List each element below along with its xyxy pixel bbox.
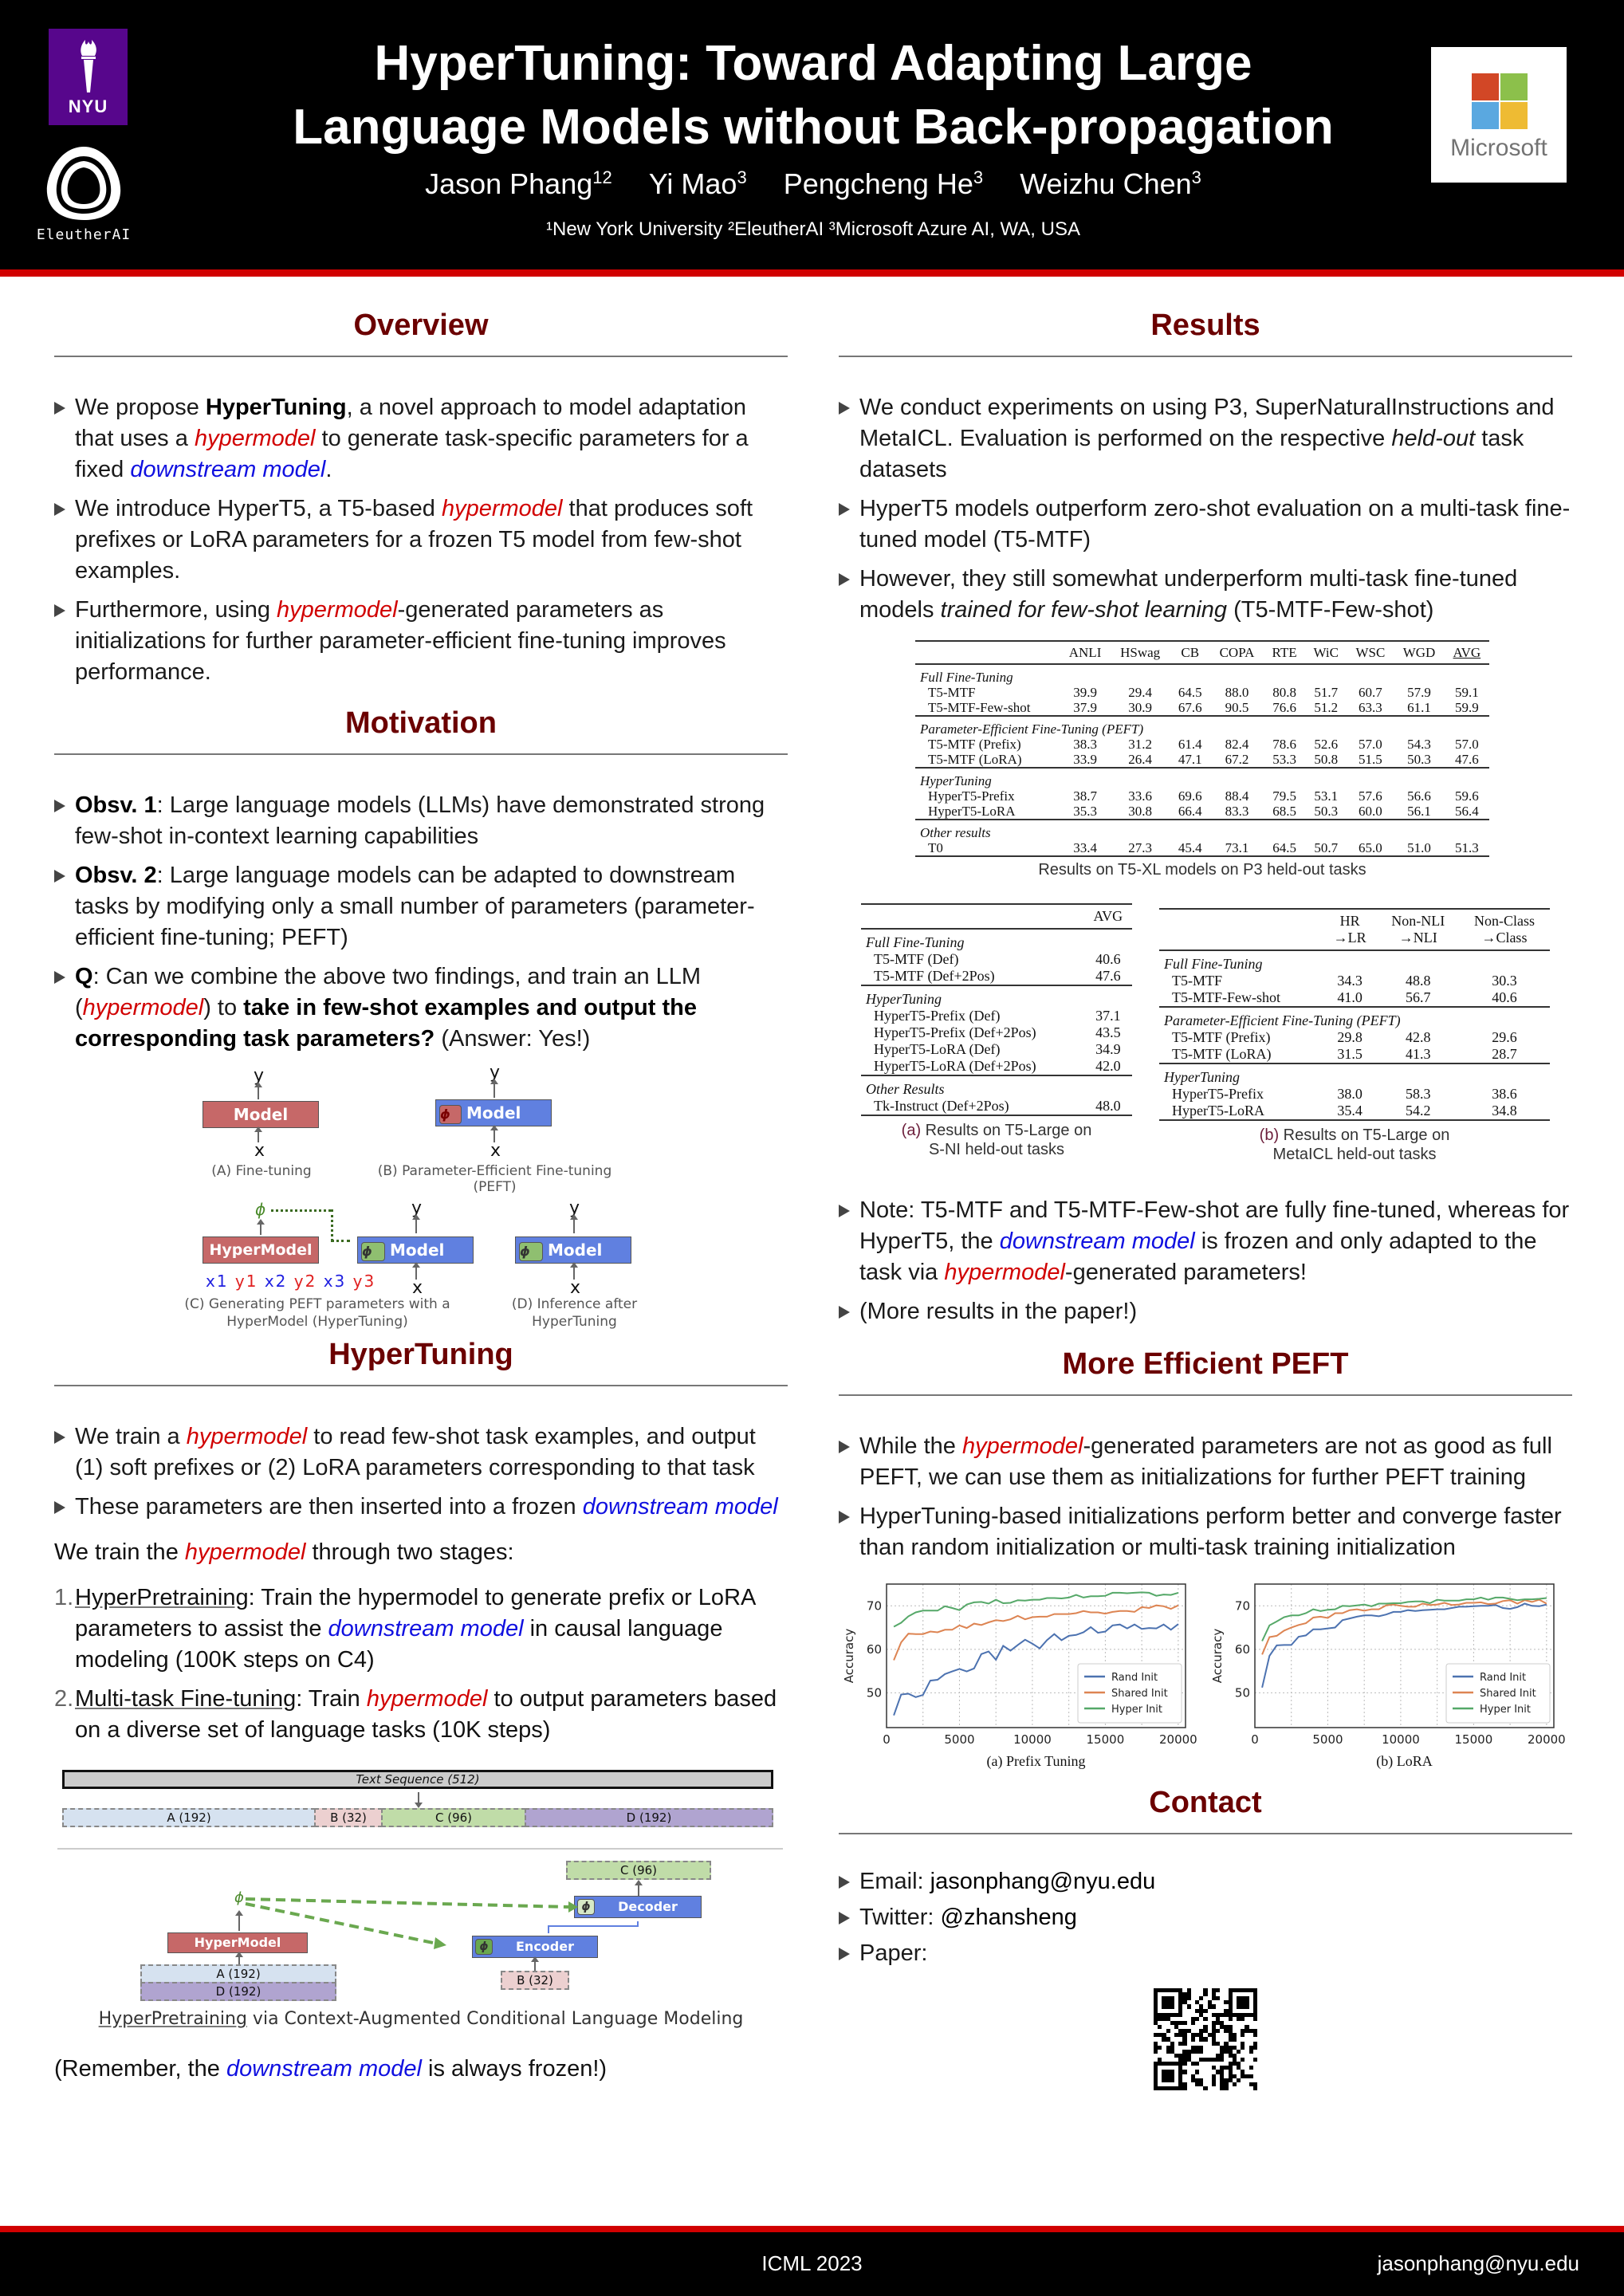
svg-text:5000: 5000 — [944, 1732, 975, 1747]
table-caption: Results on T5-XL models on P3 held-out tasks — [1038, 861, 1366, 879]
motivation-list — [54, 790, 788, 1055]
column-header: ANLI — [1068, 645, 1102, 660]
list-item: HyperTuning-based initializations perform better and converge faster than random initialization or multi-task training initialization — [839, 1501, 1572, 1563]
results-notes — [839, 1195, 1572, 1327]
svg-text:Hyper Init: Hyper Init — [1480, 1704, 1531, 1716]
svg-text:Shared Init: Shared Init — [1480, 1688, 1536, 1700]
lora-chart — [1207, 1575, 1574, 1774]
ms-square-yellow — [1500, 102, 1528, 129]
list-item: These parameters are then inserted into a frozen downstream model — [54, 1492, 788, 1523]
right-column — [839, 303, 1572, 2090]
dotted-connector — [331, 1209, 333, 1241]
training-stages — [54, 1582, 788, 1746]
context-segment-d: D (192) — [140, 1982, 336, 2001]
convergence-charts — [839, 1575, 1572, 1774]
header-stripe — [0, 269, 1624, 277]
table-row: T5-MTF-Few-shot 37.9 30.9 67.6 90.5 76.6 51.2 63.3 61.1 59.9 — [928, 700, 1479, 715]
downstream-model-box: ϕ Model — [357, 1236, 474, 1264]
eleutherai-ring-icon — [36, 144, 132, 223]
table-group-header: Full Fine-Tuning — [915, 664, 1489, 685]
column-header — [861, 904, 1084, 929]
p3-results-table-wrapper — [915, 640, 1489, 879]
svg-text:20000: 20000 — [1158, 1732, 1197, 1747]
arrow-up-icon — [238, 1956, 240, 1964]
peft-model-box: ϕ Model — [435, 1099, 552, 1126]
prefix-tuning-chart — [839, 1575, 1205, 1774]
list-item: Q: Can we combine the above two findings, and train an LLM (hypermodel) to take in few-shot examples and output the corresponding task parameters? (Answer: Yes!) — [54, 961, 788, 1055]
twitter-link[interactable]: @zhansheng — [940, 1905, 1077, 1930]
column-header: RTE — [1272, 645, 1297, 660]
list-item: We conduct experiments on using P3, SuperNaturalInstructions and MetaICL. Evaluation is performed on the respective held-out task datasets — [839, 392, 1572, 486]
encoder-box: ϕ Encoder — [472, 1936, 598, 1958]
secondary-tables — [839, 903, 1572, 1190]
table-row: HyperT5-LoRA 35.4 54.2 34.8 — [1172, 1103, 1517, 1119]
svg-text:Accuracy: Accuracy — [842, 1628, 856, 1684]
list-item: We introduce HyperT5, a T5-based hypermodel that produces soft prefixes or LoRA parameters for a frozen T5 model from few-shot examples. — [54, 493, 788, 587]
arrow-up-icon — [260, 1224, 261, 1235]
svg-text:70: 70 — [866, 1598, 882, 1614]
torch-icon — [77, 38, 100, 94]
table-group-header: Full Fine-Tuning — [1159, 950, 1550, 973]
table-row: HyperT5-Prefix (Def+2Pos) 43.5 — [874, 1024, 1121, 1040]
table-row: T5-MTF (LoRA) 31.5 41.3 28.7 — [1172, 1046, 1517, 1062]
column-header: COPA — [1219, 645, 1255, 660]
svg-text:Hyper Init: Hyper Init — [1111, 1704, 1162, 1716]
list-item: 2. Multi-task Fine-tuning: Train hypermodel to output parameters based on a diverse set of language tasks (10K steps) — [54, 1686, 777, 1743]
paper-qr-code[interactable] — [1154, 1988, 1257, 2090]
svg-text:0: 0 — [1251, 1732, 1259, 1747]
contact-twitter: Twitter: @zhansheng — [839, 1902, 1572, 1933]
list-item: Obsv. 2: Large language models can be adapted to downstream tasks by modifying only a small number of parameters (parameter-efficient fine-tuning; PEFT) — [54, 860, 788, 953]
metaicl-table-wrapper — [1159, 908, 1550, 1164]
svg-text:(b) LoRA: (b) LoRA — [1376, 1753, 1433, 1769]
hypermodel-box: HyperModel — [203, 1236, 319, 1264]
svg-text:Rand Init: Rand Init — [1480, 1672, 1527, 1684]
table-header-row — [861, 904, 1132, 929]
column-header: AVG — [1093, 908, 1123, 924]
column-header: HSwag — [1120, 645, 1161, 660]
list-item: 1. HyperPretraining: Train the hypermodel to generate prefix or LoRA parameters to assist the downstream model in causal language modeling (100K steps on C4) — [54, 1585, 755, 1673]
eleutherai-logo: EleutherAI — [36, 144, 132, 243]
microsoft-logo: Microsoft — [1431, 47, 1567, 183]
table-row: T5-MTF (Def) 40.6 — [874, 951, 1121, 967]
arrow-up-icon — [573, 1219, 575, 1233]
hypermodel-box: HyperModel — [167, 1932, 308, 1953]
few-shot-inputs: x1 y1 x2 y2 x3 y3 — [206, 1272, 376, 1291]
motivation-section — [54, 701, 788, 1329]
table-row: Tk-Instruct (Def+2Pos) 48.0 — [874, 1098, 1121, 1114]
email-link[interactable]: jasonphang@nyu.edu — [930, 1869, 1156, 1894]
table-header-row — [915, 641, 1489, 664]
author: Jason Phang$^{12}$ — [425, 167, 612, 200]
ms-square-blue — [1472, 102, 1499, 129]
table-row: T5-MTF (Prefix) 38.3 31.2 61.4 82.4 78.6 52.6 57.0 54.3 57.0 — [928, 737, 1479, 752]
results-section — [839, 303, 1572, 1327]
table-row: T5-MTF (LoRA) 33.9 26.4 47.1 67.2 53.3 50.8 51.5 50.3 47.6 — [928, 752, 1479, 767]
ms-square-green — [1500, 73, 1528, 100]
reminder-text: (Remember, the downstream model is always frozen!) — [54, 2056, 608, 2082]
dotted-connector — [271, 1209, 331, 1212]
segment-c: C (96) — [381, 1808, 526, 1827]
svg-text:50: 50 — [866, 1685, 882, 1700]
table-row: HyperT5-Prefix 38.0 58.3 38.6 — [1172, 1086, 1517, 1102]
table-caption: (b) Results on T5-Large on MetaICL held-out tasks — [1259, 1126, 1450, 1163]
text-sequence-bar: Text Sequence (512) — [62, 1770, 773, 1789]
arrow-up-icon — [493, 1083, 495, 1098]
section-divider — [839, 1394, 1572, 1396]
overview-section — [54, 303, 788, 688]
table-row: T5-MTF 34.3 48.8 30.3 — [1172, 973, 1517, 989]
table-group-header: Parameter-Efficient Fine-Tuning (PEFT) — [1159, 1007, 1550, 1029]
author: Weizhu Chen$^3$ — [1020, 167, 1201, 200]
svg-text:(a) Prefix Tuning: (a) Prefix Tuning — [986, 1753, 1086, 1769]
stages-intro: We train the hypermodel through two stages: — [54, 1539, 514, 1565]
list-item: Note: T5-MTF and T5-MTF-Few-shot are fully fine-tuned, whereas for HyperT5, the downstream model is frozen and only adapted to the task via hypermodel-generated parameters! — [839, 1195, 1572, 1288]
target-segment-c: C (96) — [566, 1861, 711, 1880]
section-title: Motivation — [345, 706, 497, 740]
table-row: HyperT5-Prefix 38.7 33.6 69.6 88.4 79.5 53.1 57.6 56.6 59.6 — [928, 788, 1479, 804]
inference-model-box: ϕ Model — [515, 1236, 631, 1264]
column-header: AVG — [1453, 645, 1481, 660]
column-header: Non-NLI →NLI — [1391, 913, 1445, 946]
sni-table-wrapper — [861, 903, 1132, 1159]
table-row: T0 33.4 27.3 45.4 73.1 64.5 50.7 65.0 51.0 51.3 — [928, 840, 1479, 855]
poster-header — [0, 0, 1624, 269]
section-divider — [54, 356, 788, 357]
input-segment-b: B (32) — [501, 1971, 569, 1990]
poster-title: HyperTuning: Toward Adapting Large Language Models without Back-propagation — [293, 36, 1334, 155]
table-group-header: Parameter-Efficient Fine-Tuning (PEFT) — [915, 716, 1489, 737]
overview-list — [54, 392, 788, 688]
results-list — [839, 392, 1572, 626]
table-row: T5-MTF 39.9 29.4 64.5 88.0 80.8 51.7 60.7 57.9 59.1 — [928, 685, 1479, 700]
efficient-peft-section — [839, 1342, 1572, 1774]
svg-text:Accuracy: Accuracy — [1210, 1628, 1225, 1684]
list-item: We propose HyperTuning, a novel approach to model adaptation that uses a hypermodel to generate task-specific parameters for a fixed downstream model. — [54, 392, 788, 486]
svg-text:Shared Init: Shared Init — [1111, 1688, 1168, 1700]
list-item: Obsv. 1: Large language models (LLMs) have demonstrated strong few-shot in-context learning capabilities — [54, 790, 788, 852]
svg-text:50: 50 — [1234, 1685, 1250, 1700]
list-item: We train a hypermodel to read few-shot task examples, and output (1) soft prefixes or (2) LoRA parameters corresponding to that task — [54, 1421, 788, 1484]
arrow-up-icon — [258, 1087, 259, 1099]
table-group-header: Full Fine-Tuning — [861, 929, 1132, 951]
section-title: Contact — [1149, 1786, 1262, 1819]
svg-text:15000: 15000 — [1454, 1732, 1493, 1747]
list-item: While the hypermodel-generated parameters are not as good as full PEFT, we can use them as initializations for further PEFT training — [839, 1431, 1572, 1493]
table-row: HyperT5-Prefix (Def) 37.1 — [874, 1008, 1121, 1024]
svg-text:70: 70 — [1234, 1598, 1250, 1614]
footer-email: jasonphang@nyu.edu — [1377, 2251, 1579, 2275]
table-group-header: Other Results — [861, 1075, 1132, 1098]
section-title: Overview — [353, 309, 489, 342]
table-group-header: HyperTuning — [861, 985, 1132, 1008]
table-group-header: Other results — [915, 820, 1489, 840]
svg-text:10000: 10000 — [1013, 1732, 1052, 1747]
hyperpretraining-diagram: Text Sequence (512) A (192) B (32) C (96) D (192) C (96) ϕ Decoder ϕ HyperModel A (192) D (192) ϕ Encoder B (32) HyperPretraining via Context-Augmented Conditional Language Modeling — [54, 1770, 788, 2033]
arrow-up-icon — [238, 1915, 240, 1931]
table-group-header: HyperTuning — [915, 768, 1489, 788]
table-row: T5-MTF (Prefix) 29.8 42.8 29.6 — [1172, 1029, 1517, 1045]
section-divider — [839, 356, 1572, 357]
ms-square-red — [1472, 73, 1499, 100]
list-item: (More results in the paper!) — [839, 1296, 1572, 1327]
svg-text:20000: 20000 — [1527, 1732, 1566, 1747]
contact-paper: Paper: — [839, 1938, 1572, 1969]
arrow-up-icon — [534, 1961, 536, 1971]
model-box: Model — [203, 1101, 319, 1128]
table-group-header: HyperTuning — [1159, 1063, 1550, 1086]
section-divider — [839, 1833, 1572, 1834]
section-divider — [54, 753, 788, 755]
svg-text:0: 0 — [883, 1732, 891, 1747]
arrow-up-icon — [415, 1219, 417, 1233]
decoder-box: ϕ Decoder — [574, 1896, 702, 1918]
section-title: HyperTuning — [328, 1338, 513, 1371]
table-row: HyperT5-LoRA (Def) 34.9 — [874, 1041, 1121, 1057]
svg-text:5000: 5000 — [1312, 1732, 1343, 1747]
dotted-connector — [331, 1240, 350, 1242]
column-header: HR →LR — [1333, 913, 1366, 946]
table-row: T5-MTF-Few-shot 41.0 56.7 40.6 — [1172, 989, 1517, 1005]
table-row: HyperT5-LoRA (Def+2Pos) 42.0 — [874, 1058, 1121, 1074]
list-item: However, they still somewhat underperform multi-task fine-tuned models trained for few-shot learning (T5-MTF-Few-shot) — [839, 564, 1572, 626]
list-item: HyperT5 models outperform zero-shot evaluation on a multi-task fine-tuned model (T5-MTF) — [839, 493, 1572, 556]
table-header-row — [1159, 909, 1550, 950]
column-header: WiC — [1313, 645, 1339, 660]
contact-email: Email: jasonphang@nyu.edu — [839, 1866, 1572, 1897]
contact-section — [839, 1780, 1572, 2090]
nyu-logo: NYU — [49, 29, 128, 125]
contact-list — [839, 1866, 1572, 1969]
column-header: CB — [1181, 645, 1200, 660]
footer-stripe — [0, 2226, 1624, 2232]
table-caption: (a) Results on T5-Large on S-NI held-out tasks — [901, 1122, 1092, 1158]
svg-text:Rand Init: Rand Init — [1111, 1672, 1158, 1684]
affiliations: ¹New York University ²EleutherAI ³Microsoft Azure AI, WA, USA — [546, 218, 1080, 240]
author: Pengcheng He$^3$ — [783, 167, 984, 200]
hypertuning-overview-diagram: y Model x (A) Fine-tuning y ϕ Model x (B) Parameter-Efficient Fine-tuning (PEFT) ϕ HyperModel x1 y1 x2 y2 x3 y3 (C) Generating PEFT parameters with a HyperModel (HyperTuning) y ϕ Model x y ϕ Model x (D) Inference after HyperTuning — [184, 1063, 638, 1330]
sni-results-table — [861, 903, 1132, 1116]
column-header: WGD — [1402, 645, 1436, 660]
conference-name: ICML 2023 — [761, 2251, 863, 2275]
poster-footer — [0, 2232, 1624, 2296]
segment-b: B (32) — [314, 1808, 383, 1827]
author: Yi Mao$^3$ — [648, 167, 747, 200]
column-header: WSC — [1355, 645, 1386, 660]
section-title: More Efficient PEFT — [1062, 1347, 1349, 1381]
table-row: HyperT5-LoRA 35.3 30.8 66.4 83.3 68.5 50.3 60.0 56.1 56.4 — [928, 804, 1479, 819]
segment-d: D (192) — [525, 1808, 773, 1827]
author-list — [199, 167, 1427, 201]
section-title: Results — [1150, 309, 1260, 342]
p3-results-table — [915, 640, 1489, 857]
svg-text:60: 60 — [1234, 1641, 1250, 1657]
list-item: Furthermore, using hypermodel-generated parameters as initializations for further parameter-efficient fine-tuning improves performance. — [54, 595, 788, 688]
efficient-peft-list — [839, 1431, 1572, 1563]
section-divider — [54, 1385, 788, 1386]
metaicl-results-table — [1159, 908, 1550, 1121]
svg-text:10000: 10000 — [1382, 1732, 1420, 1747]
hypertuning-list — [54, 1421, 788, 1523]
column-header: Non-Class →Class — [1473, 913, 1535, 946]
svg-text:15000: 15000 — [1086, 1732, 1125, 1747]
svg-text:60: 60 — [866, 1641, 882, 1657]
column-header — [1159, 909, 1323, 950]
diagram-caption: HyperPretraining via Context-Augmented Conditional Language Modeling — [98, 2009, 744, 2029]
table-row: T5-MTF (Def+2Pos) 47.6 — [874, 968, 1121, 984]
segment-a: A (192) — [62, 1808, 316, 1827]
left-column — [54, 303, 788, 2099]
column-header — [915, 641, 1060, 664]
hypertuning-section — [54, 1332, 788, 2085]
context-segment-a: A (192) — [140, 1964, 336, 1983]
